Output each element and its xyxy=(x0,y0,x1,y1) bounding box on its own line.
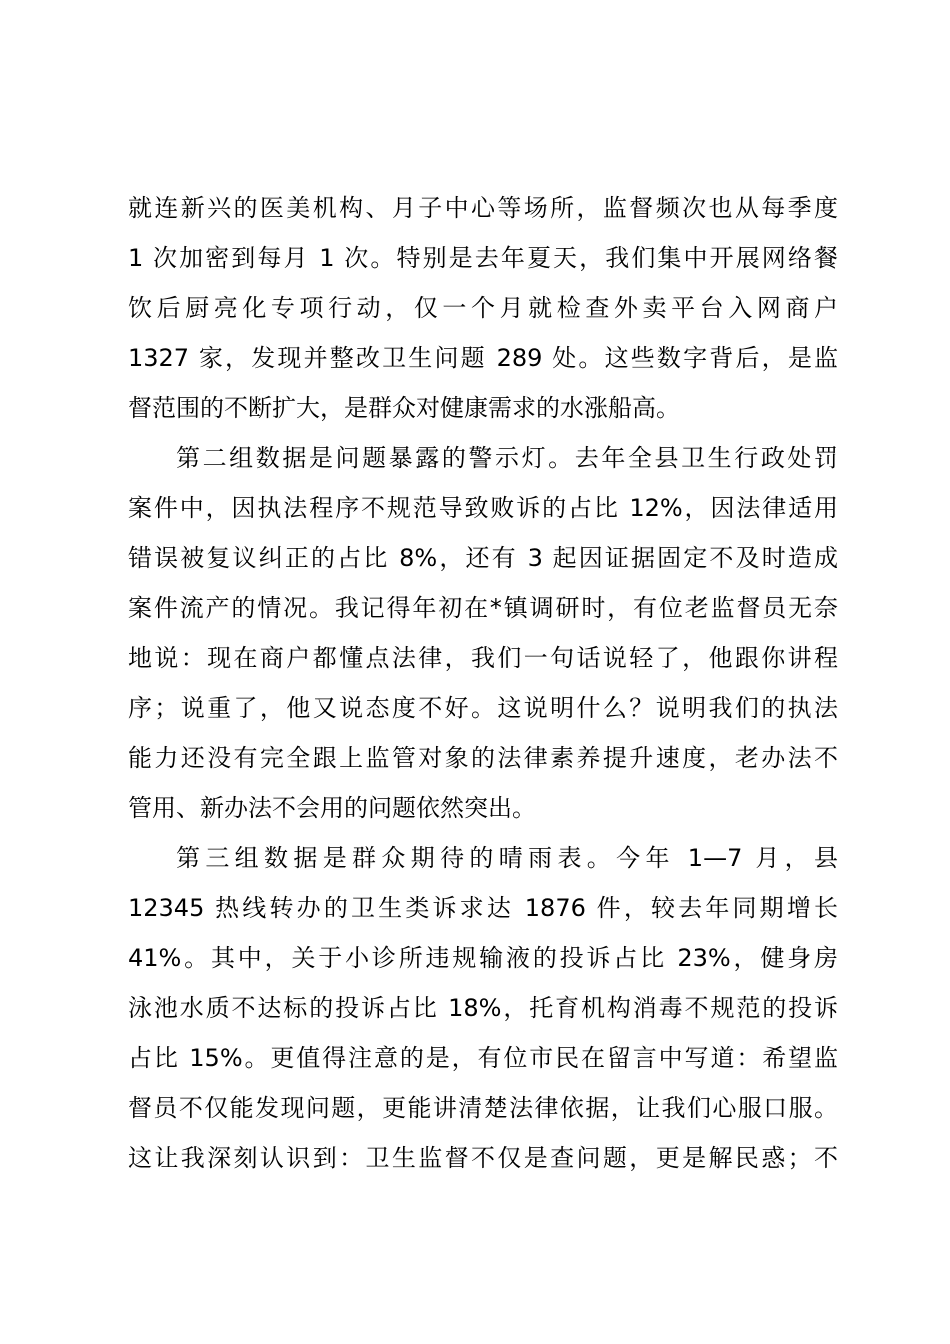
text-line: 1327 家，发现并整改卫生问题 289 处。这些数字背后，是监 xyxy=(128,344,838,372)
text-line: 1 次加密到每月 1 次。特别是去年夏天，我们集中开展网络餐 xyxy=(128,244,838,272)
paragraph-first-line: 第二组数据是问题暴露的警示灯。去年全县卫生行政处罚 xyxy=(176,444,838,472)
text-line: 序；说重了，他又说态度不好。这说明什么？说明我们的执法 xyxy=(128,694,838,722)
text-line: 管用、新办法不会用的问题依然突出。 xyxy=(128,794,536,822)
text-line: 地说：现在商户都懂点法律，我们一句话说轻了，他跟你讲程 xyxy=(128,644,838,672)
text-line: 督员不仅能发现问题，更能讲清楚法律依据，让我们心服口服。 xyxy=(128,1094,838,1122)
text-line: 这让我深刻认识到：卫生监督不仅是查问题，更是解民惑；不 xyxy=(128,1144,838,1172)
text-line: 案件流产的情况。我记得年初在*镇调研时，有位老监督员无奈 xyxy=(128,594,838,622)
text-line: 错误被复议纠正的占比 8%，还有 3 起因证据固定不及时造成 xyxy=(128,544,838,572)
text-line: 就连新兴的医美机构、月子中心等场所，监督频次也从每季度 xyxy=(128,194,838,222)
text-line: 占比 15%。更值得注意的是，有位市民在留言中写道：希望监 xyxy=(128,1044,838,1072)
text-line: 41%。其中，关于小诊所违规输液的投诉占比 23%，健身房 xyxy=(128,944,838,972)
text-line: 12345 热线转办的卫生类诉求达 1876 件，较去年同期增长 xyxy=(128,894,838,922)
text-line: 案件中，因执法程序不规范导致败诉的占比 12%，因法律适用 xyxy=(128,494,838,522)
text-line: 饮后厨亮化专项行动，仅一个月就检查外卖平台入网商户 xyxy=(128,294,838,322)
text-line: 泳池水质不达标的投诉占比 18%，托育机构消毒不规范的投诉 xyxy=(128,994,838,1022)
paragraph-first-line: 第三组数据是群众期待的晴雨表。今年 1—7 月，县 xyxy=(176,844,838,872)
text-line: 能力还没有完全跟上监管对象的法律素养提升速度，老办法不 xyxy=(128,744,838,772)
document-body xyxy=(128,183,838,1183)
text-line: 督范围的不断扩大，是群众对健康需求的水涨船高。 xyxy=(128,394,680,422)
